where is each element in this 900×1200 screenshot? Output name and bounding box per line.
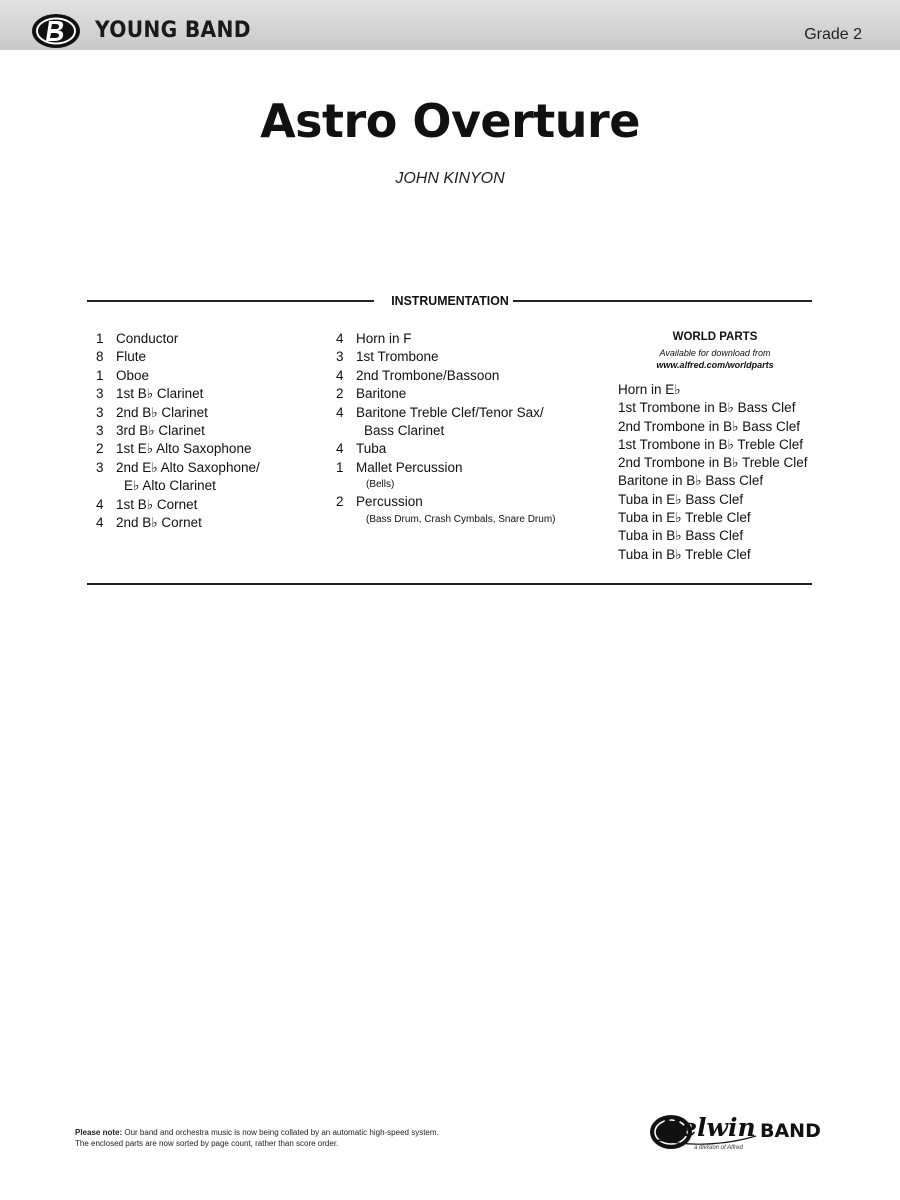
instrument-row (96, 404, 326, 422)
instrument-name: Horn in F (356, 331, 412, 346)
instrument-name: Baritone Treble Clef/Tenor Sax/ (356, 404, 544, 420)
instrument-qty: 4 (336, 367, 344, 383)
piece-title: Astro Overture (260, 94, 640, 148)
world-part-item: 2nd Trombone in B♭ Bass Clef (618, 418, 800, 434)
instrument-note: (Bells) (366, 479, 395, 491)
world-part-item: Tuba in B♭ Treble Clef (618, 546, 751, 562)
instrument-qty: 2 (336, 494, 344, 510)
instrument-name: 1st B♭ Cornet (116, 496, 198, 512)
instrument-row (336, 459, 606, 477)
instrument-qty: 1 (336, 459, 344, 475)
bottom-rule (87, 583, 812, 585)
world-parts-list (618, 381, 807, 564)
instrument-name: Baritone (356, 386, 407, 402)
instrument-row (336, 330, 606, 348)
instrument-name: 2nd B♭ Clarinet (116, 404, 208, 420)
instrument-row (96, 514, 326, 532)
instrument-name-cont: Bass Clarinet (364, 423, 445, 439)
grade-label: Grade 2 (804, 26, 862, 43)
publisher-word: Belwin (660, 1113, 756, 1142)
world-part-item: 1st Trombone in B♭ Bass Clef (618, 400, 796, 416)
instrument-row (336, 367, 606, 385)
world-parts-url[interactable]: www.alfred.com/worldparts (656, 360, 774, 370)
instrument-row (96, 440, 326, 458)
world-parts-title: WORLD PARTS (672, 331, 758, 343)
instrument-qty: 1 (96, 331, 104, 346)
instrument-name: 1st B♭ Clarinet (116, 386, 204, 402)
world-part-item: 1st Trombone in B♭ Treble Clef (618, 436, 803, 452)
instrument-row (96, 348, 326, 366)
series-name: YOUNG BAND (95, 18, 251, 43)
section-title: INSTRUMENTATION (391, 293, 509, 308)
instrument-row (336, 440, 606, 458)
note-line-2: The enclosed parts are now sorted by page count, rather than score order. (75, 1138, 339, 1148)
instrument-name: 3rd B♭ Clarinet (116, 423, 205, 439)
instrument-qty: 2 (96, 441, 104, 457)
instrument-column-2 (336, 330, 606, 528)
instrument-name: 1st Trombone (356, 349, 439, 365)
instrument-qty: 4 (96, 515, 104, 531)
instrument-row (336, 385, 606, 403)
world-part-item: Tuba in B♭ Bass Clef (618, 528, 744, 544)
world-parts-available: Available for download from (659, 348, 771, 358)
instrument-qty: 3 (96, 386, 104, 402)
instrument-qty: 8 (96, 349, 104, 365)
instrument-qty: 3 (96, 404, 104, 420)
collation-note (75, 1128, 555, 1149)
instrument-row (96, 385, 326, 403)
instrument-name: Tuba (356, 441, 387, 457)
instrument-row (96, 367, 326, 385)
instrument-qty: 3 (96, 423, 104, 439)
instrument-qty: 2 (336, 386, 344, 402)
instrument-qty: 3 (336, 349, 344, 365)
instrument-row (336, 348, 606, 366)
instrument-qty: 4 (96, 496, 104, 512)
instrument-name: 1st E♭ Alto Saxophone (116, 441, 252, 457)
section-rule-right (513, 300, 812, 302)
instrument-name: Conductor (116, 331, 179, 346)
world-part-item: Tuba in E♭ Treble Clef (618, 510, 751, 526)
instrument-name: Mallet Percussion (356, 459, 463, 475)
instrument-qty: 4 (336, 441, 344, 457)
instrument-name: 2nd B♭ Cornet (116, 515, 202, 531)
instrument-name: 2nd Trombone/Bassoon (356, 367, 500, 383)
instrument-name: Percussion (356, 494, 423, 510)
composer-name: JOHN KINYON (395, 170, 505, 187)
instrument-name: 2nd E♭ Alto Saxophone/ (116, 459, 260, 475)
instrument-name: Oboe (116, 367, 150, 383)
world-part-item: 2nd Trombone in B♭ Treble Clef (618, 455, 808, 471)
instrument-row (96, 422, 326, 440)
publisher-band: BAND (760, 1120, 821, 1142)
instrument-row (96, 496, 326, 514)
instrument-column-1 (96, 330, 326, 532)
instrument-qty: 1 (96, 367, 104, 383)
instrument-row (336, 493, 606, 511)
instrument-qty: 3 (96, 459, 104, 475)
note-line-1: Our band and orchestra music is now being collated by an automatic high-speed system. (122, 1128, 439, 1137)
world-part-item: Horn in E♭ (618, 382, 681, 397)
note-label: Please note: (75, 1128, 123, 1137)
world-part-item: Baritone in B♭ Bass Clef (618, 473, 764, 489)
publisher-division: a division of Alfred (694, 1145, 743, 1151)
instrument-note: (Bass Drum, Crash Cymbals, Snare Drum) (366, 513, 556, 525)
instrument-name-cont: E♭ Alto Clarinet (124, 478, 216, 494)
instrument-qty: 4 (336, 404, 344, 420)
instrument-row (96, 330, 326, 348)
world-part-item: Tuba in E♭ Bass Clef (618, 491, 744, 507)
instrument-row (96, 459, 326, 477)
instrument-qty: 4 (336, 331, 344, 346)
instrument-row (336, 404, 606, 422)
young-band-logo-icon (30, 12, 82, 50)
instrument-name: Flute (116, 349, 147, 365)
